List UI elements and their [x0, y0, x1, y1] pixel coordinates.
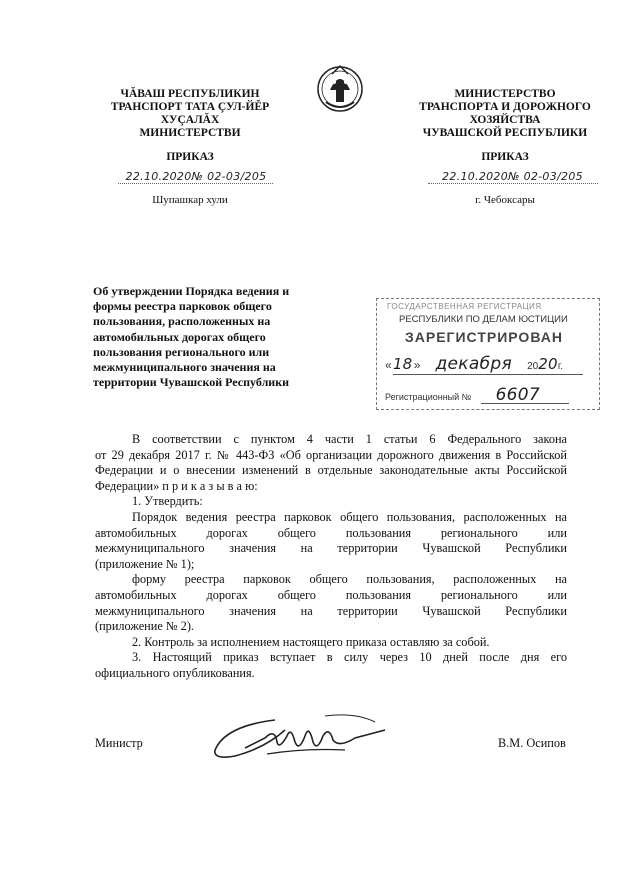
title-line: формы реестра парковок общего	[93, 299, 272, 314]
sub1-line-4: (приложение № 1);	[95, 556, 195, 571]
stamp-quote-open: «	[385, 358, 392, 372]
stamp-line-3: ЗАРЕГИСТРИРОВАН	[405, 329, 563, 345]
title-line: Об утверждении Порядка ведения и	[93, 284, 290, 298]
header-left-line: МИНИСТЕРСТВИ	[139, 127, 241, 139]
city-left: Шупашкар хули	[152, 194, 228, 206]
stamp-day: 18	[392, 355, 413, 373]
title-line: пользования регионального или	[93, 344, 270, 359]
sub1-line-1: Порядок ведения реестра парковок общего пользования, расположенных на	[132, 509, 567, 524]
coat-of-arms-emblem	[316, 60, 364, 118]
stamp-reg-underline	[481, 403, 569, 404]
item-2: 2. Контроль за исполнением настоящего приказа оставляю за собой.	[132, 634, 490, 649]
title-line: пользования, расположенных на	[93, 314, 271, 329]
stamp-month: декабря	[435, 354, 512, 374]
item-1: 1. Утвердить:	[132, 494, 203, 509]
header-left-line: ТРАНСПОРТ ТАТА ÇУЛ-ЙĔР	[110, 101, 270, 113]
stamp-date-underline	[393, 374, 583, 375]
title-line: автомобильных дорогах общего	[93, 329, 266, 344]
title-line: территории Чувашской Республики	[93, 375, 290, 390]
sub1-line-3: межмуниципального значения на территории Чувашской Республики	[95, 541, 567, 556]
handwritten-signature	[205, 708, 395, 768]
header-right-line: МИНИСТЕРСТВО	[454, 88, 556, 100]
header-right-line: ТРАНСПОРТА И ДОРОЖНОГО	[419, 101, 591, 113]
stamp-g: г.	[557, 361, 564, 372]
stamp-date-row	[385, 354, 593, 374]
order-label-right: ПРИКАЗ	[481, 151, 529, 163]
city-right: г. Чебоксары	[475, 194, 535, 206]
document-title	[93, 284, 336, 390]
order-date-number-left: 22.10.2020№ 02-03/205	[125, 170, 267, 183]
stamp-reg-row	[385, 385, 560, 405]
registration-stamp	[376, 298, 600, 410]
signatory-position: Министр	[95, 736, 143, 750]
order-underline-right	[428, 183, 598, 184]
stamp-quote-close: »	[413, 358, 421, 372]
item-3-line-2: официального опубликования.	[95, 665, 255, 680]
signatory-name: В.М. Осипов	[498, 736, 566, 750]
sub2-line-4: (приложение № 2).	[95, 619, 194, 634]
header-right	[405, 88, 605, 140]
stamp-reg-label: Регистрационный №	[385, 392, 472, 402]
intro-rest: от 29 декабря 2017 г. № 443-ФЗ «Об организации дорожного движения в Российской Федерации и о внесении изменений в отдельные законодательные акты Российской Федерации» п р и к а з ы в а ю:	[95, 447, 567, 493]
stamp-line-2: РЕСПУБЛИКИ ПО ДЕЛАМ ЮСТИЦИИ	[399, 314, 568, 325]
sub1-line-2: автомобильных дорогах общего пользования регионального или	[95, 525, 567, 540]
order-label-left: ПРИКАЗ	[166, 151, 214, 163]
stamp-year-suffix: 20	[538, 355, 558, 373]
sub2-line-1: форму реестра парковок общего пользования, расположенных на	[132, 572, 567, 587]
stamp-line-1: ГОСУДАРСТВЕННАЯ РЕГИСТРАЦИЯ	[387, 302, 542, 311]
document-body	[95, 432, 567, 682]
header-left-line: ХУÇАЛĂХ	[160, 114, 220, 126]
header-right-line: ЧУВАШСКОЙ РЕСПУБЛИКИ	[422, 127, 588, 139]
header-right-line: ХОЗЯЙСТВА	[469, 114, 541, 126]
header-left-line: ЧĂВАШ РЕСПУБЛИКИН	[120, 88, 260, 100]
stamp-reg-number: 6607	[495, 385, 541, 405]
sub2-line-2: автомобильных дорогах общего пользования регионального или	[95, 587, 567, 602]
order-underline-left	[118, 183, 273, 184]
title-line: межмуниципального значения на	[93, 360, 276, 375]
header-left	[100, 88, 280, 140]
order-date-number-right: 22.10.2020№ 02-03/205	[442, 170, 583, 183]
stamp-year-prefix: 20	[527, 361, 539, 372]
item-3-line-1: 3. Настоящий приказ вступает в силу через 10 дней после дня его	[132, 650, 567, 665]
sub2-line-3: межмуниципального значения на территории Чувашской Республики	[95, 603, 567, 618]
intro-line-1: В соответствии с пунктом 4 части 1 статьи 6 Федерального закона	[132, 432, 567, 446]
